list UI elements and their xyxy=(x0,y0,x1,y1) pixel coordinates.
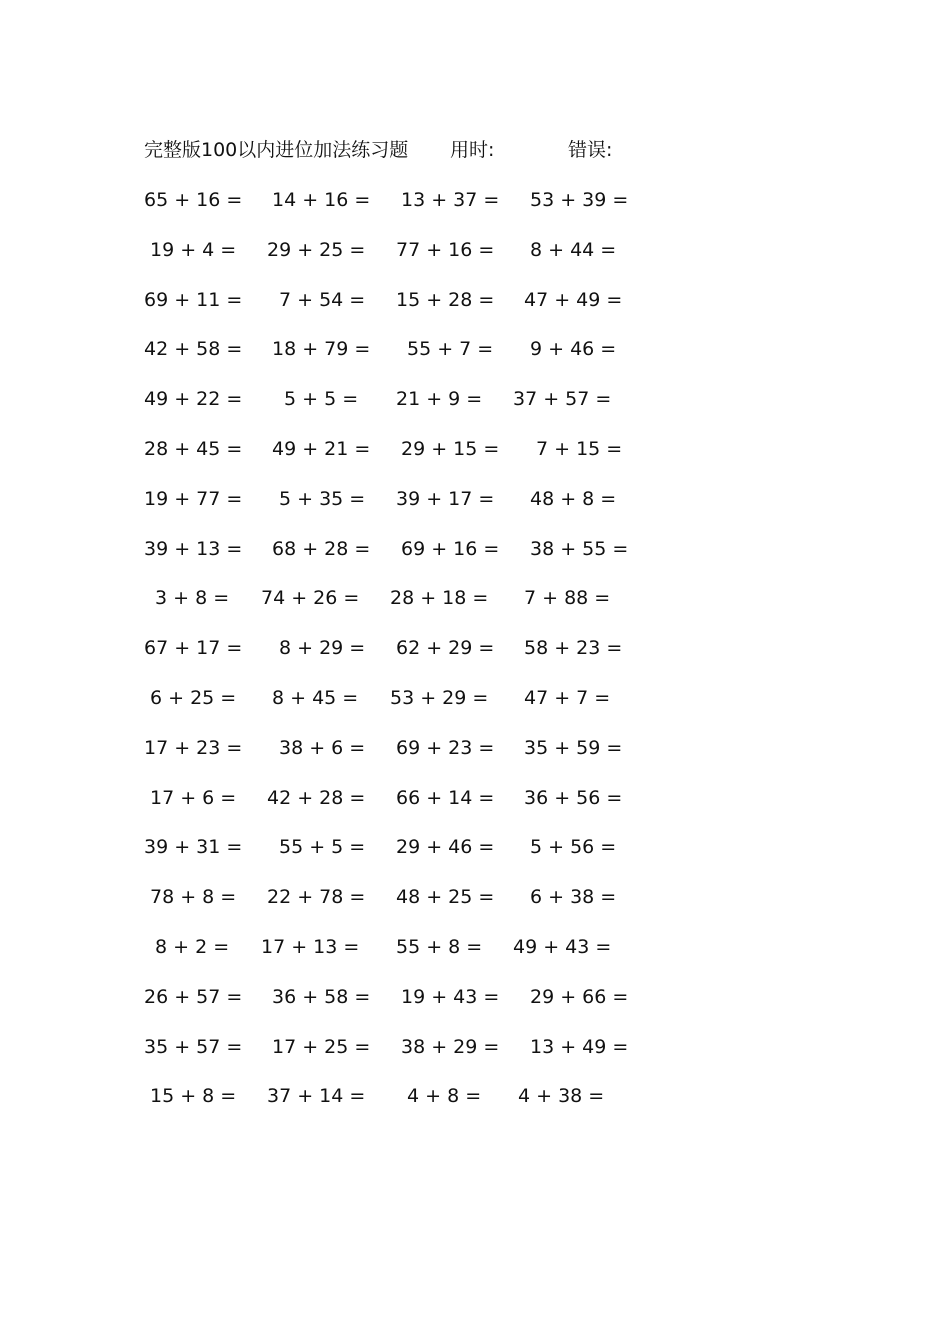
addition-problem: 49 + 22 = xyxy=(144,388,243,411)
addition-problem: 18 + 79 = xyxy=(272,338,371,361)
addition-problem: 26 + 57 = xyxy=(144,985,243,1008)
addition-problem: 19 + 43 = xyxy=(401,985,500,1008)
addition-problem: 7 + 15 = xyxy=(536,437,623,460)
addition-problem: 55 + 8 = xyxy=(396,935,483,958)
addition-problem: 74 + 26 = xyxy=(261,587,360,610)
addition-problem: 69 + 16 = xyxy=(401,537,500,560)
addition-problem: 29 + 46 = xyxy=(396,836,495,859)
addition-problem: 17 + 6 = xyxy=(150,786,237,809)
problem-row xyxy=(0,784,950,834)
problem-row xyxy=(0,883,950,933)
addition-problem: 15 + 28 = xyxy=(396,288,495,311)
addition-problem: 17 + 13 = xyxy=(261,935,360,958)
problem-row xyxy=(0,1033,950,1083)
addition-problem: 8 + 29 = xyxy=(279,637,366,660)
addition-problem: 69 + 23 = xyxy=(396,736,495,759)
addition-problem: 5 + 35 = xyxy=(279,487,366,510)
time-label: 用时: xyxy=(450,139,495,161)
addition-problem: 28 + 45 = xyxy=(144,437,243,460)
problem-row xyxy=(0,584,950,634)
problem-row xyxy=(0,385,950,435)
addition-problem: 19 + 77 = xyxy=(144,487,243,510)
addition-problem: 62 + 29 = xyxy=(396,637,495,660)
addition-problem: 38 + 55 = xyxy=(530,537,629,560)
addition-problem: 53 + 29 = xyxy=(390,686,489,709)
addition-problem: 58 + 23 = xyxy=(524,637,623,660)
worksheet-header xyxy=(144,136,664,164)
problem-row xyxy=(0,286,950,336)
addition-problem: 14 + 16 = xyxy=(272,189,371,211)
problem-row xyxy=(0,1082,950,1132)
error-label: 错误: xyxy=(568,139,613,161)
addition-problem: 29 + 15 = xyxy=(401,437,500,460)
addition-problem: 6 + 38 = xyxy=(530,886,617,909)
addition-problem: 39 + 17 = xyxy=(396,487,495,510)
addition-problem: 38 + 29 = xyxy=(401,1035,500,1058)
addition-problem: 7 + 88 = xyxy=(524,587,611,610)
addition-problem: 78 + 8 = xyxy=(150,886,237,909)
addition-problem: 38 + 6 = xyxy=(279,736,366,759)
addition-problem: 19 + 4 = xyxy=(150,238,237,261)
addition-problem: 17 + 23 = xyxy=(144,736,243,759)
addition-problem: 9 + 46 = xyxy=(530,338,617,361)
addition-problem: 7 + 54 = xyxy=(279,288,366,311)
addition-problem: 17 + 25 = xyxy=(272,1035,371,1058)
problem-row xyxy=(0,933,950,983)
addition-problem: 21 + 9 = xyxy=(396,388,483,411)
addition-problem: 29 + 25 = xyxy=(267,238,366,261)
addition-problem: 69 + 11 = xyxy=(144,288,243,311)
addition-problem: 29 + 66 = xyxy=(530,985,629,1008)
addition-problem: 37 + 57 = xyxy=(513,388,612,411)
addition-problem: 68 + 28 = xyxy=(272,537,371,560)
addition-problem: 36 + 56 = xyxy=(524,786,623,809)
addition-problem: 49 + 21 = xyxy=(272,437,371,460)
problem-row xyxy=(0,335,950,385)
addition-problem: 39 + 13 = xyxy=(144,537,243,560)
addition-problem: 13 + 37 = xyxy=(401,189,500,211)
addition-problem: 65 + 16 = xyxy=(144,189,243,211)
problem-row xyxy=(0,485,950,535)
addition-problem: 3 + 8 = xyxy=(155,587,230,610)
addition-problem: 37 + 14 = xyxy=(267,1085,366,1108)
addition-problem: 8 + 45 = xyxy=(272,686,359,709)
addition-problem: 28 + 18 = xyxy=(390,587,489,610)
addition-problem: 47 + 49 = xyxy=(524,288,623,311)
addition-problem: 15 + 8 = xyxy=(150,1085,237,1108)
addition-problem: 36 + 58 = xyxy=(272,985,371,1008)
problem-row xyxy=(0,634,950,684)
problem-row xyxy=(0,236,950,286)
problem-row xyxy=(0,734,950,784)
addition-problem: 47 + 7 = xyxy=(524,686,611,709)
addition-problem: 55 + 5 = xyxy=(279,836,366,859)
addition-problem: 49 + 43 = xyxy=(513,935,612,958)
problem-row xyxy=(0,186,950,236)
problem-row xyxy=(0,535,950,585)
addition-problem: 6 + 25 = xyxy=(150,686,237,709)
addition-problem: 8 + 44 = xyxy=(530,238,617,261)
addition-problem: 39 + 31 = xyxy=(144,836,243,859)
addition-problem: 22 + 78 = xyxy=(267,886,366,909)
addition-problem: 13 + 49 = xyxy=(530,1035,629,1058)
addition-problem: 77 + 16 = xyxy=(396,238,495,261)
addition-problem: 5 + 56 = xyxy=(530,836,617,859)
addition-problem: 67 + 17 = xyxy=(144,637,243,660)
problem-row xyxy=(0,684,950,734)
addition-problem: 4 + 38 = xyxy=(518,1085,605,1108)
problem-row xyxy=(0,435,950,485)
addition-problem: 35 + 57 = xyxy=(144,1035,243,1058)
addition-problem: 5 + 5 = xyxy=(284,388,359,411)
problem-row xyxy=(0,983,950,1033)
addition-problem: 4 + 8 = xyxy=(407,1085,482,1108)
worksheet-title: 完整版100以内进位加法练习题 xyxy=(144,139,409,161)
addition-problem: 66 + 14 = xyxy=(396,786,495,809)
problem-row xyxy=(0,833,950,883)
addition-problem: 48 + 8 = xyxy=(530,487,617,510)
addition-problem: 53 + 39 = xyxy=(530,189,629,211)
addition-problem: 8 + 2 = xyxy=(155,935,230,958)
addition-problem: 55 + 7 = xyxy=(407,338,494,361)
addition-problem: 48 + 25 = xyxy=(396,886,495,909)
addition-problem: 35 + 59 = xyxy=(524,736,623,759)
addition-problem: 42 + 58 = xyxy=(144,338,243,361)
problem-grid xyxy=(0,186,950,1132)
addition-problem: 42 + 28 = xyxy=(267,786,366,809)
